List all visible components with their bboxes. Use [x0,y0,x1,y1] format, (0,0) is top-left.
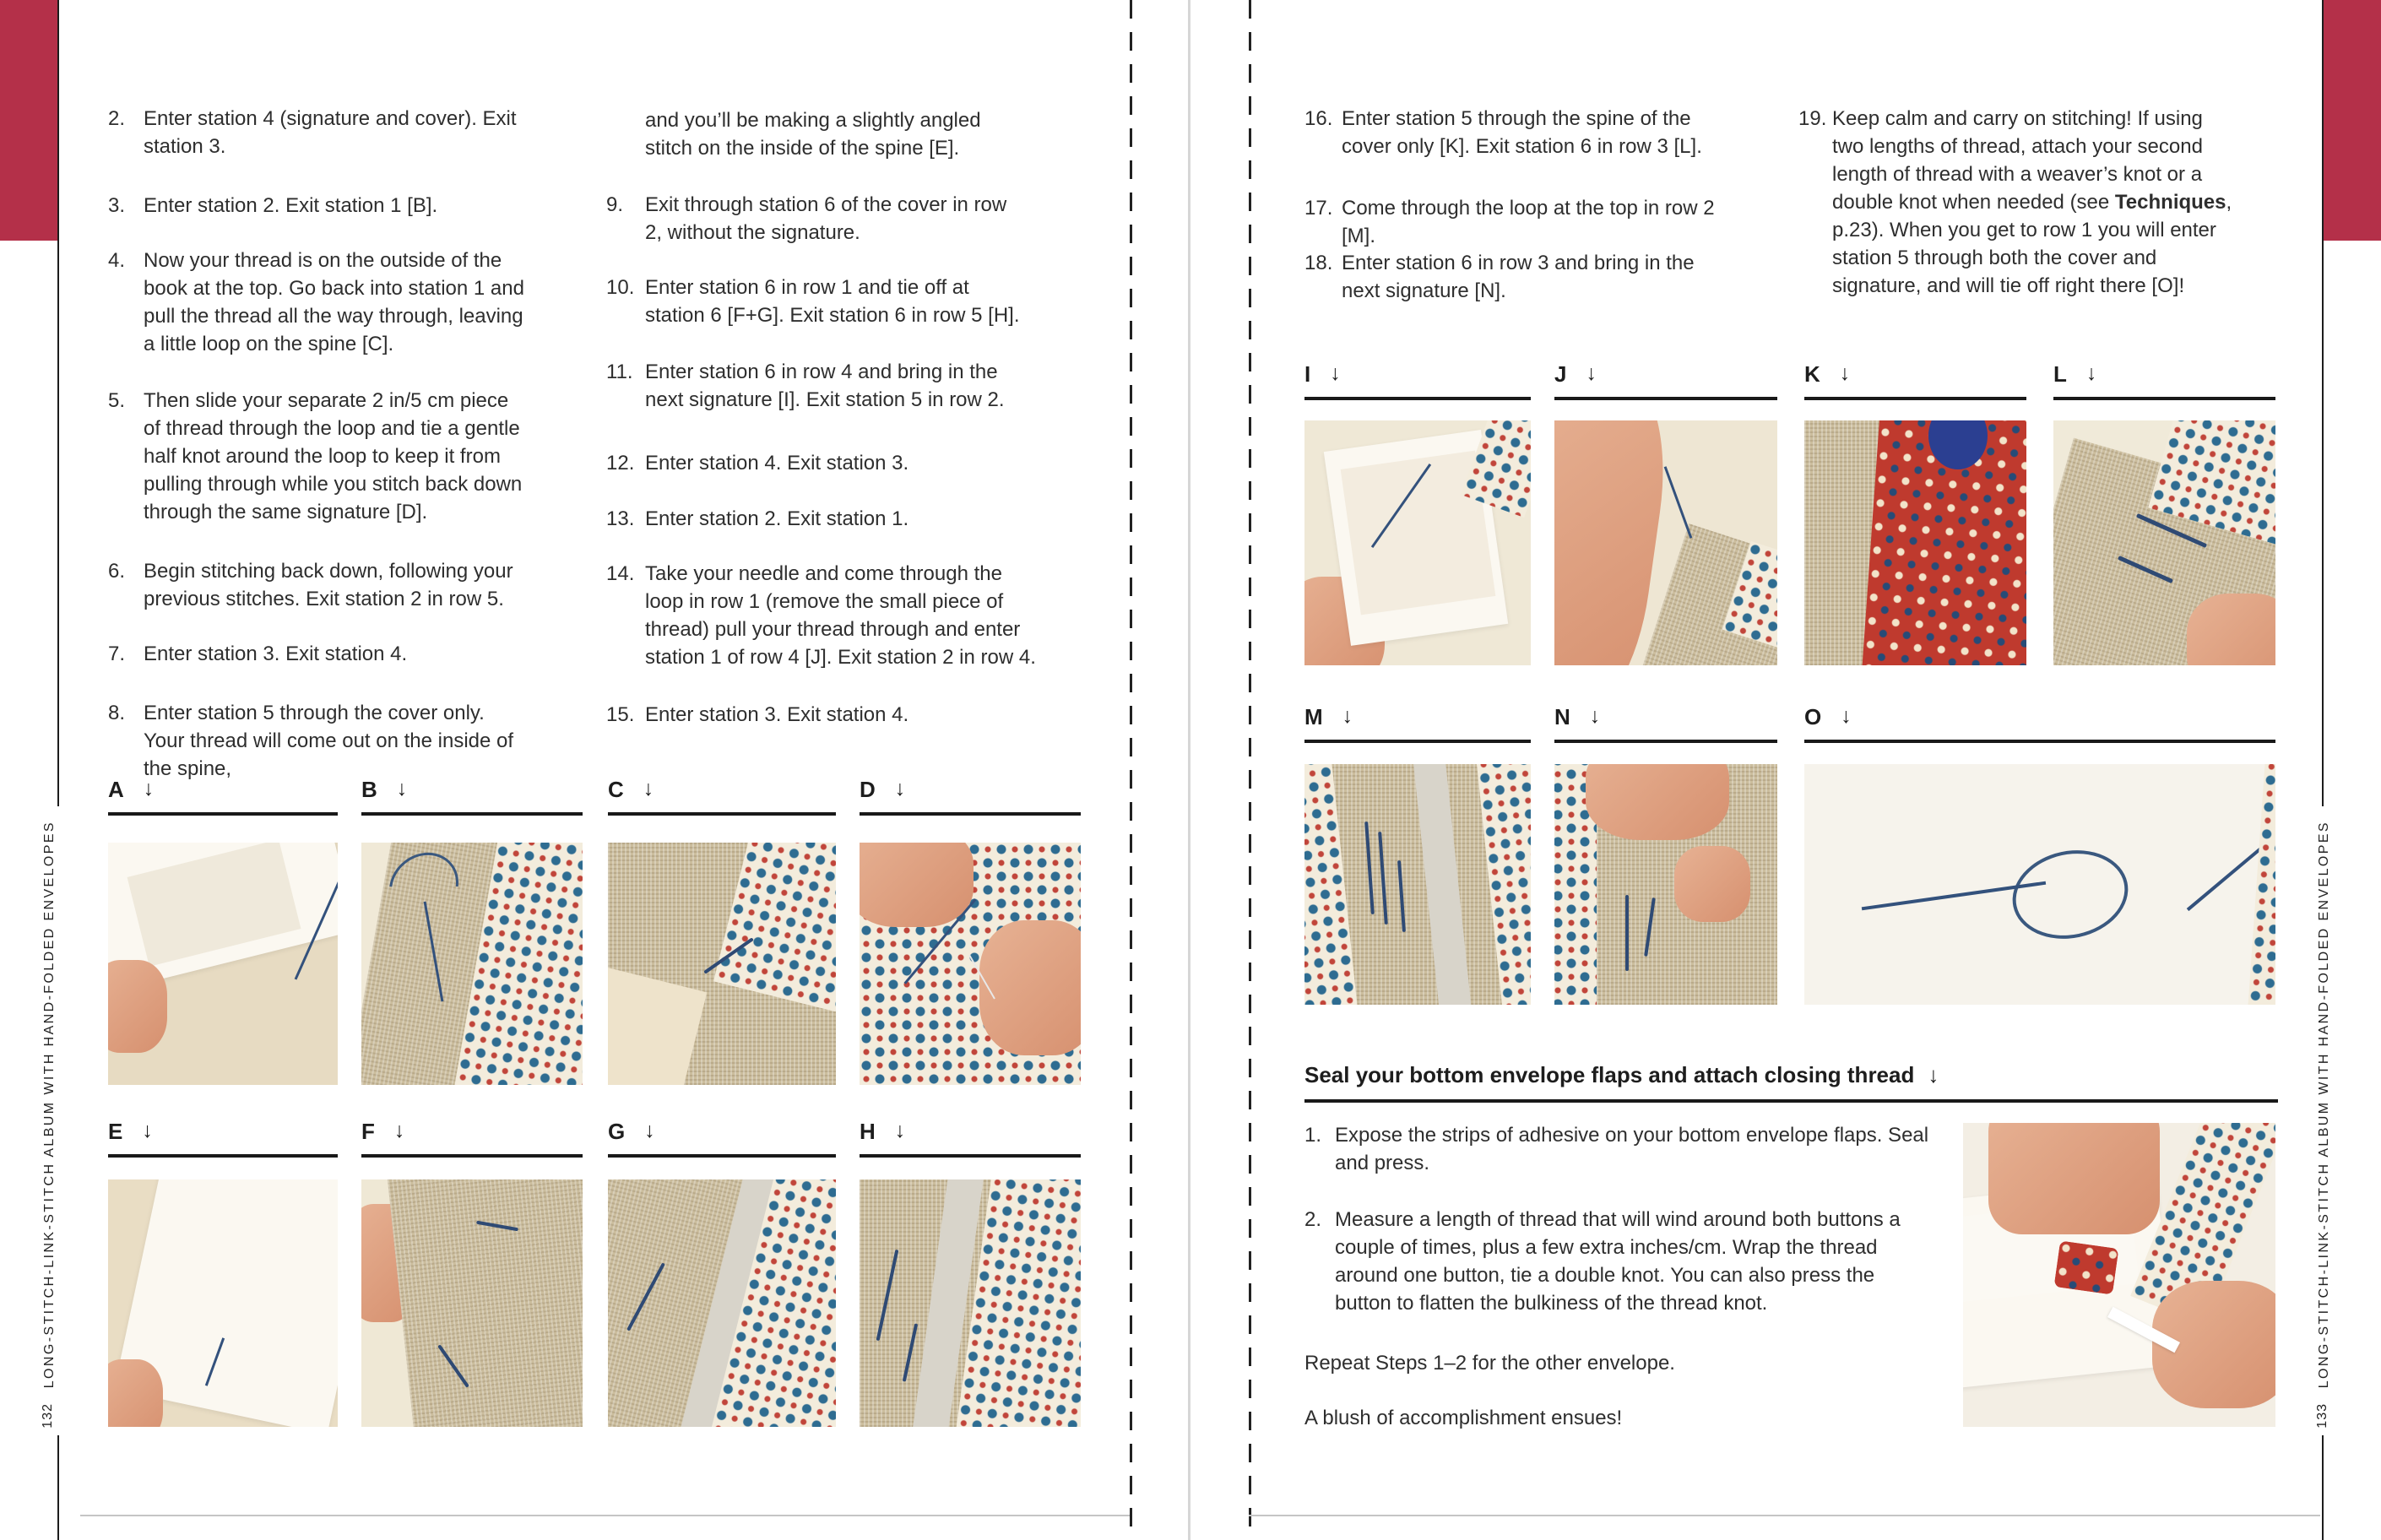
figure-letter: A [108,777,125,802]
figure-label-k [1804,361,2026,400]
step-number: 1. [1304,1124,1322,1147]
figure-letter: K [1804,361,1821,387]
down-arrow-icon: ↓ [1841,704,1852,728]
page-edge-rule-left-bottom [57,1435,59,1540]
bottom-trim-line-right [1249,1515,2320,1516]
step-text: Enter station 3. Exit station 4. [645,703,909,726]
step-number: 18. [1304,252,1333,274]
page-number-right: 133 [2315,1403,2329,1429]
figure-photo-l [2053,420,2275,665]
step-text: Enter station 6 in row 4 and bring in the next signature [I]. Exit station 5 in row 2. [645,361,1005,411]
photo-texture [608,965,707,1085]
down-arrow-icon: ↓ [1589,704,1602,728]
step-text: Enter station 2. Exit station 1. [645,507,909,530]
step-number: 9. [606,193,624,216]
figure-photo-h [860,1179,1081,1427]
step-number: 7. [108,643,126,665]
photo-texture [876,1250,899,1341]
step-item [1304,249,1727,305]
down-arrow-icon: ↓ [894,1119,907,1142]
step-item [108,387,530,526]
down-arrow-icon: ↓ [393,1119,406,1142]
figure-photo-d [860,843,1081,1085]
figure-letter: N [1554,704,1571,729]
figure-label-e [108,1119,338,1158]
step-text: Begin stitching back down, following your previous stitches. Exit station 2 in row 5. [144,560,513,610]
figure-label-b [361,777,583,816]
step-number: 15. [606,703,635,726]
figure-letter: L [2053,361,2068,387]
photo-texture [1674,846,1750,922]
step-text: Enter station 6 in row 1 and tie off at station 6 [F+G]. Exit station 6 in row 5 [H]. [645,276,1020,327]
figure-photo-b [361,843,583,1085]
step-text: Enter station 4. Exit station 3. [645,452,909,474]
figure-label-c [608,777,836,816]
step-text: Enter station 5 through the cover only. Your thread will come out on the inside of the spine, [144,702,514,780]
step-number: 17. [1304,197,1333,220]
step-item [606,191,1028,247]
section-heading [1304,1062,2278,1103]
step-number: 19. [1798,107,1827,130]
step-number: 12. [606,452,635,474]
page-edge-rule-right-bottom [2322,1435,2324,1540]
step-number: 4. [108,249,126,272]
step-text: Enter station 6 in row 3 and bring in the next signature [N]. [1342,252,1695,302]
down-arrow-icon: ↓ [1330,361,1342,385]
figure-label-h [860,1119,1081,1158]
photo-texture [1474,764,1531,1005]
step-text: and you’ll be making a slightly angled stitch on the inside of the spine [E]. [645,109,981,160]
step-number: 3. [108,194,126,217]
figure-letter: O [1804,704,1823,729]
step-text: Keep calm and carry on stitching! If using two lengths of thread, attach your second length of thread with a weaver’s knot or a double knot when needed (see Techniques, p.23). When you get to row 1 you will enter station 5 through both the cover and signature, and will tie off right there [O]! [1832,107,2232,297]
step-number: 2. [1304,1208,1322,1231]
figure-photo-i [1304,420,1531,665]
step-number: 2. [108,107,126,130]
step-continuation [606,106,1028,162]
accent-block-right [2323,0,2381,241]
figure-label-n [1554,704,1777,743]
accent-block-left [0,0,58,241]
section-heading-text: Seal your bottom envelope flaps and attach closing thread [1304,1062,1915,1087]
figure-photo-g [608,1179,836,1427]
figure-letter: M [1304,704,1324,729]
step-number: 8. [108,702,126,724]
spine-center-line [1188,0,1190,1540]
down-arrow-icon: ↓ [1839,361,1852,385]
step-text: Now your thread is on the outside of the book at the top. Go back into station 1 and pull the thread all the way through, leaving a little loop on the spine [C]. [144,249,524,355]
photo-texture [1988,1123,2161,1234]
figure-photo-f [361,1179,583,1427]
down-arrow-icon: ↓ [1586,361,1597,385]
fold-mark-dashed-left [1130,0,1132,1540]
photo-texture [902,1323,917,1381]
figure-letter: I [1304,361,1312,387]
step-text: Enter station 4 (signature and cover). Exit station 3. [144,107,517,158]
figure-photo-n [1554,764,1777,1005]
figure-photo-m [1304,764,1531,1005]
step-item [1304,194,1735,250]
step-number: 16. [1304,107,1333,130]
note-closing: A blush of accomplishment ensues! [1304,1407,1623,1429]
step-text: Then slide your separate 2 in/5 cm piece of thread through the loop and tie a gentle half knot around the loop to keep it from pulling through while you stitch back down through the same signature [D]. [144,389,523,523]
step-item [108,640,530,668]
figure-photo-e [108,1179,338,1427]
step-text: Exit through station 6 of the cover in row 2, without the signature. [645,193,1007,244]
figure-photo-o [1804,764,2275,1005]
down-arrow-icon: ↓ [894,777,907,800]
step-number: 10. [606,276,635,299]
figure-photo-k [1804,420,2026,665]
step-text: Expose the strips of adhesive on your bottom envelope flaps. Seal and press. [1335,1124,1929,1174]
figure-label-l [2053,361,2275,400]
figure-letter: B [361,777,378,802]
step-item [108,105,530,160]
photo-texture: Techniques [2114,191,2226,214]
step-item [606,505,1028,533]
figure-letter: C [608,777,625,802]
photo-texture [108,960,167,1053]
figure-label-j [1554,361,1777,400]
photo-texture [1625,895,1629,971]
step-number: 6. [108,560,126,583]
figure-photo-a [108,843,338,1085]
step-number: 14. [606,562,635,585]
page-number-left: 132 [41,1403,55,1429]
photo-texture [1378,832,1388,925]
figure-letter: G [608,1119,626,1144]
photo-texture [1586,764,1729,840]
figure-label-f [361,1119,583,1158]
note-repeat-steps: Repeat Steps 1–2 for the other envelope. [1304,1352,1675,1375]
step-item [606,449,1028,477]
photo-texture [2243,764,2275,1005]
photo-texture [860,843,974,927]
sidebar-title-right: LONG-STITCH-LINK-STITCH ALBUM WITH HAND-FOLDED ENVELOPES [2317,821,2331,1389]
photo-texture [1644,897,1656,957]
step-item [108,192,530,220]
figure-label-d [860,777,1081,816]
fold-mark-dashed-right [1249,0,1251,1540]
down-arrow-icon: ↓ [644,1119,656,1142]
figure-letter: F [361,1119,376,1144]
figure-photo-adhesive [1963,1123,2275,1427]
step-item [1798,105,2233,300]
photo-texture [1397,860,1406,932]
photo-texture [385,1179,583,1427]
figure-label-a [108,777,338,816]
figure-photo-c [608,843,836,1085]
figure-label-o [1804,704,2275,743]
step-item [606,274,1028,329]
figure-photo-j [1554,420,1777,665]
photo-texture [108,1359,163,1427]
photo-texture [1304,764,1361,1005]
figure-label-g [608,1119,836,1158]
figure-letter: E [108,1119,124,1144]
down-arrow-icon: ↓ [396,777,409,800]
step-item [108,699,530,783]
step-text: Take your needle and come through the loop in row 1 (remove the small piece of thread) pull your thread through and enter station 1 of row 4 [J]. Exit station 2 in row 4. [645,562,1036,669]
photo-texture [1664,466,1693,539]
step-text: Enter station 2. Exit station 1 [B]. [144,194,438,217]
photo-texture [1411,764,1474,1005]
photo-texture [2187,594,2275,665]
step-text: Measure a length of thread that will wind around both buttons a couple of times, plus a few extra inches/cm. Wrap the thread around one button, tie a double knot. You can also press the button to flatten the bulkiness of the thread knot. [1335,1208,1901,1315]
figure-letter: J [1554,361,1568,387]
step-item [606,358,1028,414]
photo-texture [2054,1240,2119,1294]
photo-texture [979,920,1081,1055]
page-edge-rule-left-top [57,0,59,806]
down-arrow-icon: ↓ [1342,704,1354,728]
photo-texture [2004,839,2135,948]
step-item [108,557,530,613]
step-item [108,247,530,358]
photo-texture [1364,822,1375,914]
step-text: Come through the loop at the top in row 2 [M]. [1342,197,1715,247]
step-item [1304,1206,1929,1317]
step-text: Enter station 3. Exit station 4. [144,643,408,665]
step-item [1304,105,1727,160]
down-arrow-icon: ↓ [143,777,155,800]
step-text: Enter station 5 through the spine of the cover only [K]. Exit station 6 in row 3 [L]. [1342,107,1702,158]
down-arrow-icon: ↓ [142,1119,154,1142]
step-item [1304,1121,1929,1177]
sidebar-title-left: LONG-STITCH-LINK-STITCH ALBUM WITH HAND-FOLDED ENVELOPES [42,821,57,1389]
down-arrow-icon: ↓ [2085,361,2098,385]
step-number: 13. [606,507,635,530]
page-edge-rule-right-top [2322,0,2324,806]
figure-letter: D [860,777,876,802]
figure-label-i [1304,361,1531,400]
step-number: 5. [108,389,126,412]
step-item [606,560,1037,671]
down-arrow-icon: ↓ [1928,1062,1939,1087]
figure-label-m [1304,704,1531,743]
down-arrow-icon: ↓ [643,777,655,800]
bottom-trim-line-left [80,1515,1130,1516]
step-number: 11. [606,361,633,383]
step-item [606,701,1028,729]
figure-letter: H [860,1119,876,1144]
photo-texture [713,843,836,1012]
